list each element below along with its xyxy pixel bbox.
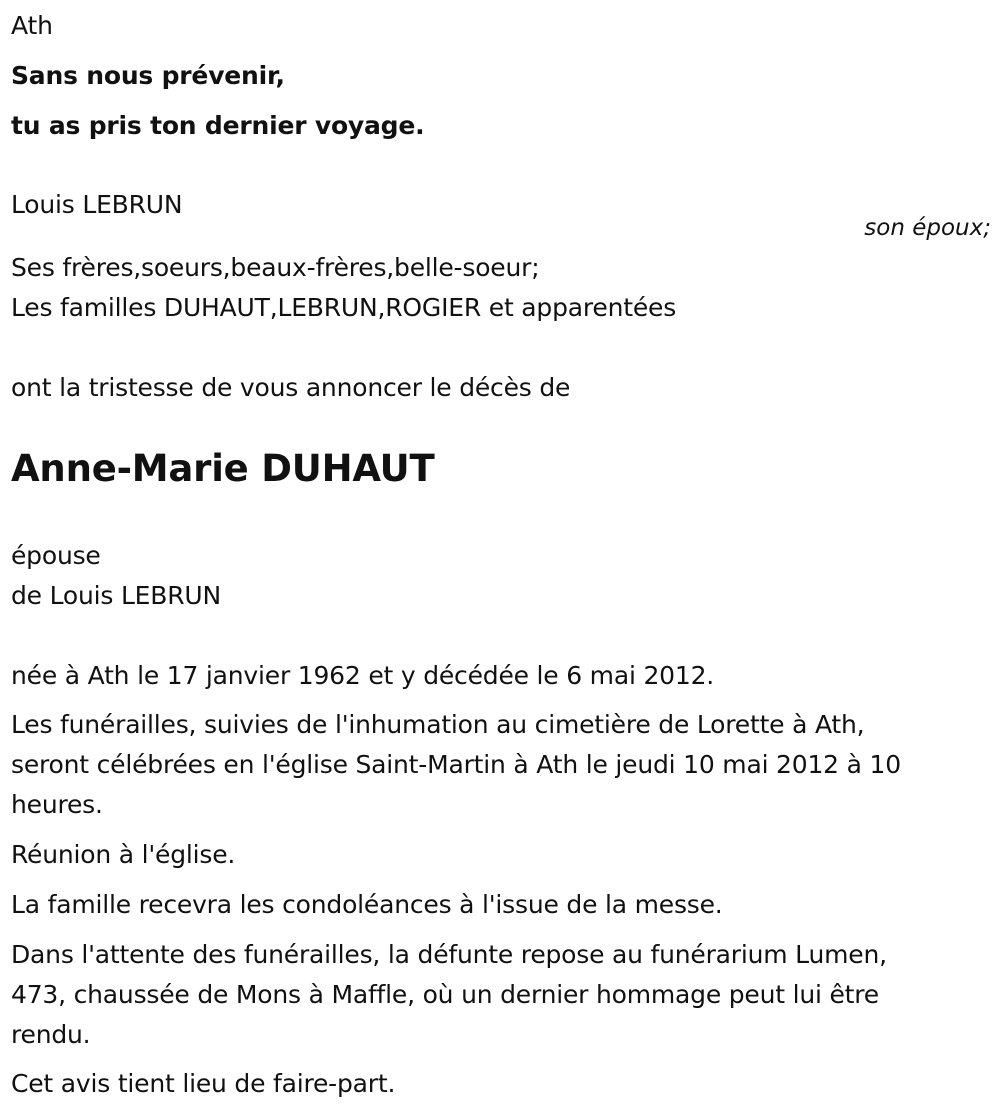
relation-line-1: épouse [11, 541, 101, 570]
rest-line-3: rendu. [11, 1020, 91, 1049]
deceased-name: Anne-Marie DUHAUT [11, 447, 435, 490]
siblings-line: Ses frères,soeurs,beaux-frères,belle-soeur; [11, 253, 540, 282]
poem-line-2: tu as pris ton dernier voyage. [11, 111, 425, 140]
birth-death-dates: née à Ath le 17 janvier 1962 et y décédée le 6 mai 2012. [11, 661, 715, 690]
announcement-line: ont la tristesse de vous annoncer le décès de [11, 373, 571, 402]
rest-line-2: 473, chaussée de Mons à Maffle, où un dernier hommage peut lui être [11, 980, 879, 1009]
spouse-role: son époux; [864, 215, 991, 241]
funeral-line-3: heures. [11, 790, 103, 819]
rest-line-1: Dans l'attente des funérailles, la défunte repose au funérarium Lumen, [11, 940, 887, 969]
poem-line-1: Sans nous prévenir, [11, 61, 285, 90]
condolences-line: La famille recevra les condoléances à l'issue de la messe. [11, 890, 723, 919]
funeral-line-1: Les funérailles, suivies de l'inhumation au cimetière de Lorette à Ath, [11, 710, 865, 739]
spouse-name: Louis LEBRUN [11, 190, 183, 219]
city-heading: Ath [11, 11, 53, 40]
families-line: Les familles DUHAUT,LEBRUN,ROGIER et apparentées [11, 293, 677, 322]
funeral-line-2: seront célébrées en l'église Saint-Martin à Ath le jeudi 10 mai 2012 à 10 [11, 750, 901, 779]
relation-line-2: de Louis LEBRUN [11, 581, 221, 610]
notice-line: Cet avis tient lieu de faire-part. [11, 1069, 396, 1098]
meeting-line: Réunion à l'église. [11, 840, 236, 869]
